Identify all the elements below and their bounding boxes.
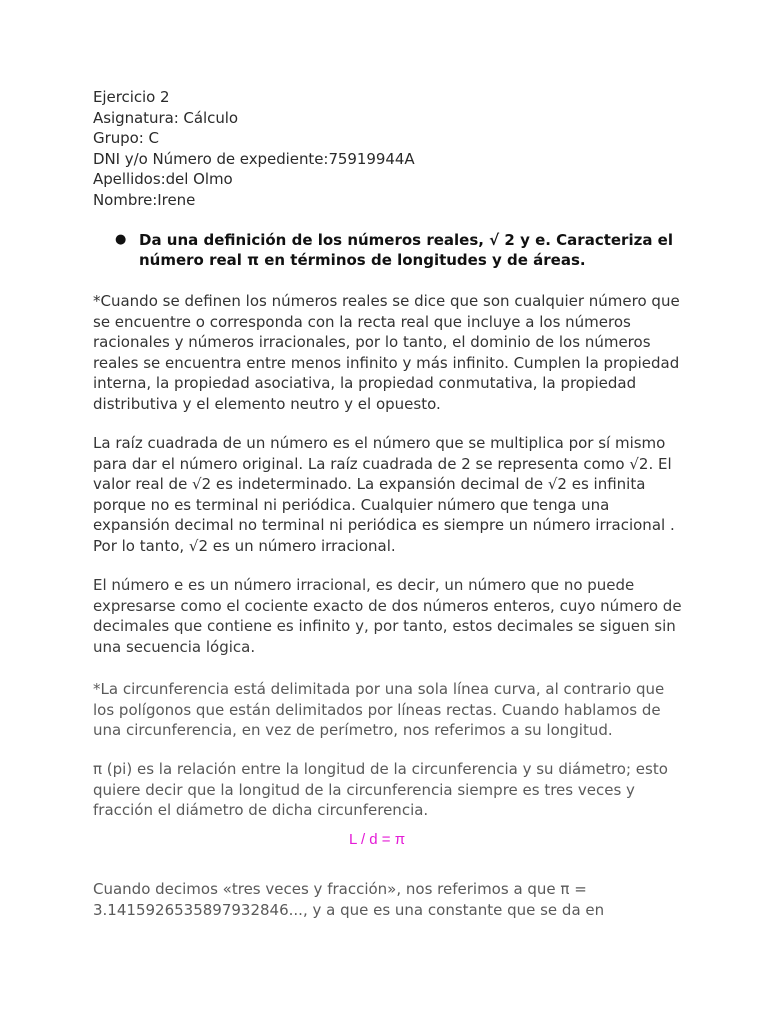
paragraph-number-e: El número e es un número irracional, es decir, un número que no puede expresarse como el cociente exacto de dos números enteros, cuyo número de decimales que contiene es infinito y, por tanto, estos decimales se siguen sin una secuencia lógica. (93, 576, 682, 656)
question-text: Da una definición de los números reales, √ 2 y e. Caracteriza el número real π en términos de longitudes y de áreas. (139, 231, 673, 269)
id-line: DNI y/o Número de expediente:75919944A (93, 149, 415, 168)
name-line: Nombre:Irene (93, 190, 196, 209)
paragraph-circumference: *La circunferencia está delimitada por una sola línea curva, al contrario que los polígonos que están delimitados por líneas rectas. Cuando hablamos de una circunferencia, en vez de perímetro, nos referimos a su longitud. (93, 680, 665, 739)
paragraph-pi-value: Cuando decimos «tres veces y fracción», nos referimos a que π = 3.1415926535897932846..., y a que es una constante que se da en (93, 880, 605, 919)
pi-formula: L / d = π (349, 831, 406, 848)
paragraph-real-numbers: *Cuando se definen los números reales se dice que son cualquier número que se encuentre o corresponda con la recta real que incluye a los números racionales y números irracionales, por lo tanto, el dominio de los números reales se encuentra entre menos infinito y más infinito. Cumplen la propiedad interna, la propiedad asociativa, la propiedad conmutativa, la propiedad distributiva y el elemento neutro y el opuesto. (93, 292, 680, 413)
subject-line: Asignatura: Cálculo (93, 108, 239, 127)
question-bullet-item (115, 230, 675, 270)
exercise-title: Ejercicio 2 (93, 88, 170, 106)
paragraph-pi-definition: π (pi) es la relación entre la longitud de la circunferencia y su diámetro; esto quiere decir que la longitud de la circunferencia siempre es tres veces y fracción el diámetro de dicha circunferencia. (93, 760, 668, 819)
document-header (93, 87, 415, 210)
surname-line: Apellidos:del Olmo (93, 170, 233, 188)
paragraph-square-root-2: La raíz cuadrada de un número es el número que se multiplica por sí mismo para dar el número original. La raíz cuadrada de 2 se representa como √2. El valor real de √2 es indeterminado. La expansión decimal de √2 es infinita porque no es terminal ni periódica. Cualquier número que tenga una expansión decimal no terminal ni periódica es siempre un número irracional . Por lo tanto, √2 es un número irracional. (93, 434, 675, 555)
bullet-dot-icon: ● (115, 232, 127, 247)
group-line: Grupo: C (93, 129, 159, 147)
